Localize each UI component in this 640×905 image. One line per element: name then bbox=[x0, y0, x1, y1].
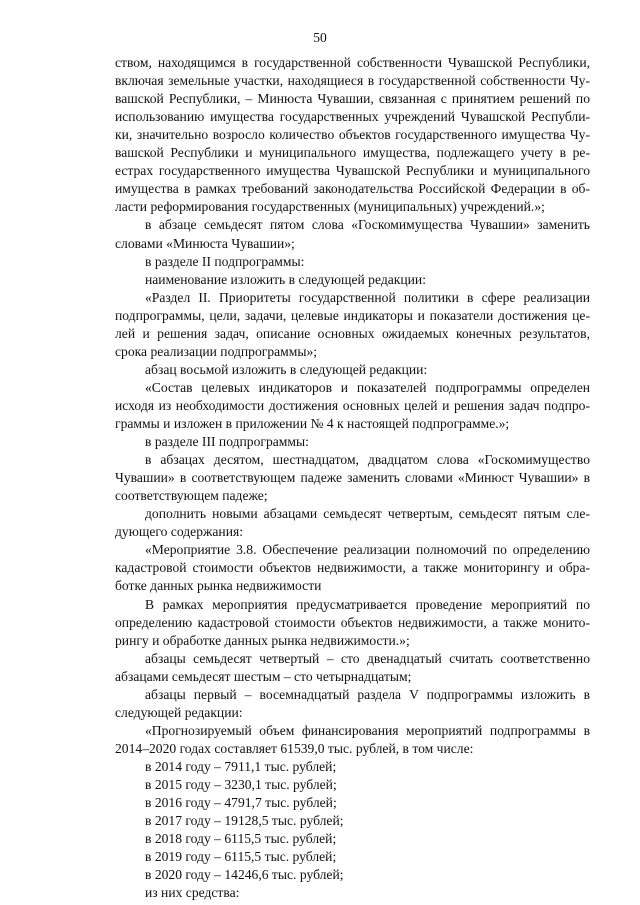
text-line: рингу и обработке данных рынка недвижимости.»; bbox=[115, 632, 410, 648]
text-line: кадастровой стоимости объектов недвижимости, а также мониторингу и обра- bbox=[115, 560, 590, 576]
text-line: из них средства: bbox=[145, 885, 240, 901]
text-line: срока реализации подпрограммы»; bbox=[115, 343, 318, 359]
text-line: абзац восьмой изложить в следующей редакции: bbox=[145, 361, 428, 377]
text-line: «Прогнозируемый объем финансирования мероприятий подпрограммы в bbox=[145, 722, 590, 738]
text-line: дополнить новыми абзацами семьдесят четвертым, семьдесят пятым сле- bbox=[145, 506, 590, 522]
text-line: естрах государственного имущества Чувашской Республики и муниципального bbox=[115, 163, 590, 179]
text-line: в разделе III подпрограммы: bbox=[145, 434, 309, 450]
text-line: ботке данных рынка недвижимости bbox=[115, 578, 322, 594]
text-line: вашской Республики, – Минюста Чувашии, связанная с принятием решений по bbox=[115, 91, 590, 107]
text-line: наименование изложить в следующей редакции: bbox=[145, 271, 426, 287]
text-line: в 2015 году – 3230,1 тыс. рублей; bbox=[145, 777, 337, 792]
text-line: в абзацах десятом, шестнадцатом, двадцатом слова «Госкомимущество bbox=[145, 452, 590, 468]
text-line: «Раздел II. Приоритеты государственной политики в сфере реализации bbox=[145, 289, 590, 305]
text-line: граммы и изложен в приложении № 4 к настоящей подпрограмме.»; bbox=[115, 416, 510, 431]
text-line: исходя из необходимости достижения основных целей и решения задач подпро- bbox=[115, 397, 590, 413]
text-line: определению кадастровой стоимости объектов недвижимости, а также монито- bbox=[115, 614, 590, 630]
text-line: в 2014 году – 7911,1 тыс. рублей; bbox=[145, 758, 337, 774]
text-line: имущества в рамках требований законодательства Российской Федерации в об- bbox=[115, 181, 590, 197]
text-line: в 2019 году – 6115,5 тыс. рублей; bbox=[145, 849, 337, 865]
text-line: включая земельные участки, находящиеся в государственной собственности Чу- bbox=[115, 73, 590, 89]
text-line: ласти реформирования государственных (муниципальных) учреждений.»; bbox=[115, 199, 545, 215]
text-line: в 2020 году – 14246,6 тыс. рублей; bbox=[145, 867, 344, 883]
text-line: абзацами семьдесят шестым – сто четырнадцатым; bbox=[115, 668, 412, 684]
text-line: словами «Минюста Чувашии»; bbox=[115, 235, 295, 251]
text-line: «Мероприятие 3.8. Обеспечение реализации полномочий по определению bbox=[145, 542, 590, 558]
text-line: ки, значительно возросло количество объектов государственного имущества Чу- bbox=[115, 127, 590, 143]
page-number: 50 bbox=[313, 30, 327, 45]
text-line: В рамках мероприятия предусматривается проведение мероприятий по bbox=[145, 596, 590, 612]
text-line: в разделе II подпрограммы: bbox=[145, 253, 305, 269]
text-line: подпрограммы, цели, задачи, целевые индикаторы и показатели достижения це- bbox=[115, 307, 590, 323]
text-line: использованию имущества государственных учреждений Чувашской Республи- bbox=[115, 109, 590, 125]
text-line: в абзаце семьдесят пятом слова «Госкомимущества Чувашии» заменить bbox=[145, 217, 590, 233]
text-line: Чувашии» в соответствующем падеже заменить словами «Минюст Чувашии» в bbox=[115, 470, 590, 486]
text-line: ством, находящимся в государственной собственности Чувашской Республики, bbox=[115, 55, 590, 70]
text-line: лей и решения задач, описание основных ожидаемых конечных результатов, bbox=[115, 325, 590, 341]
text-line: следующей редакции: bbox=[115, 704, 243, 720]
text-line: в 2016 году – 4791,7 тыс. рублей; bbox=[145, 795, 337, 811]
text-line: в 2018 году – 6115,5 тыс. рублей; bbox=[145, 831, 337, 847]
text-line: «Состав целевых индикаторов и показателей подпрограммы определен bbox=[145, 379, 590, 395]
text-line: 2014–2020 годах составляет 61539,0 тыс. рублей, в том числе: bbox=[115, 740, 474, 756]
text-line: абзацы первый – восемнадцатый раздела V подпрограммы изложить в bbox=[145, 686, 590, 702]
text-line: в 2017 году – 19128,5 тыс. рублей; bbox=[145, 813, 344, 829]
text-line: соответствующем падеже; bbox=[115, 488, 268, 504]
text-line: вашской Республики и муниципального имущества, подлежащего учету в ре- bbox=[115, 145, 590, 161]
text-line: абзацы семьдесят четвертый – сто двенадцатый считать соответственно bbox=[145, 650, 590, 666]
text-line: дующего содержания: bbox=[115, 524, 243, 540]
